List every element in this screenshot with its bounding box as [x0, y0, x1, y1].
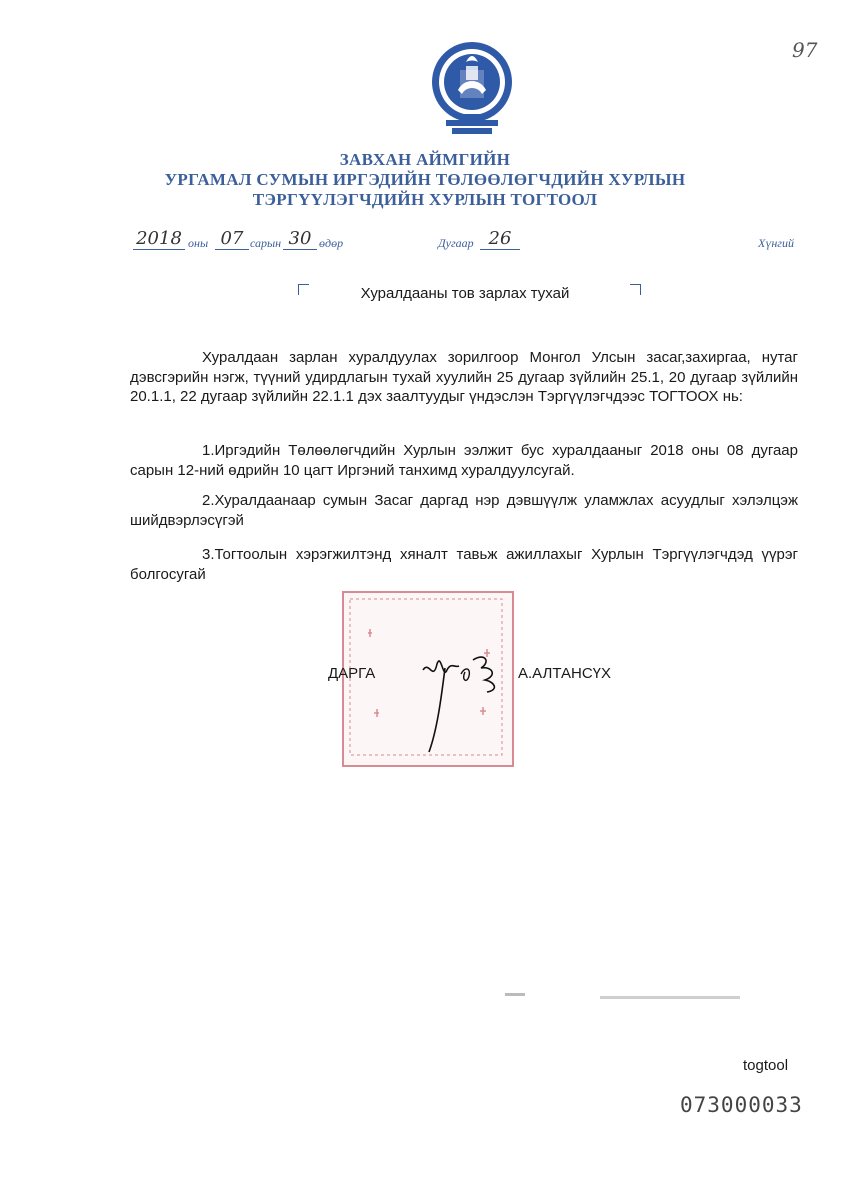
footer-label: togtool: [743, 1057, 789, 1074]
subject-bracket-right: [630, 284, 641, 295]
handwritten-signature-icon: [415, 640, 515, 760]
intro-paragraph: Хуралдаан зарлан хуралдуулах зорилгоор Монгол Улсын засаг,захиргаа, нутаг дэвсгэрийн нэгж, түүний удирдлагын тухай хуулийн 25 дугаар зүйлийн 25.1, 20 дугаар зүйлийн 20.1.1, 22 дугаар зүйлийн 22.1.1 дэх заалтуудыг үндэслэн Тэргүүлэгчдээс ТОГТООХ нь:: [130, 349, 798, 405]
page-number-note: 97: [792, 38, 818, 62]
footer-code: 073000033: [680, 1093, 803, 1117]
subject-line: Хуралдааны тов зарлах тухай: [360, 285, 570, 302]
header-aimag: ЗАВХАН АЙМГИЙН: [339, 150, 511, 169]
date-year-label: оны: [188, 236, 209, 250]
signatory-name: А.АЛТАНСҮХ: [518, 665, 612, 682]
scan-artifact: [600, 996, 740, 999]
date-month-label: сарын: [250, 236, 282, 250]
item-2-paragraph: 2.Хуралдаанаар сумын Засаг даргад нэр дэвшүүлж уламжлах асуудлыг хэлэлцэж шийдвэрлэсүгэй: [130, 492, 798, 529]
number-label: Дугаар: [438, 236, 474, 250]
date-month: 07: [215, 228, 249, 250]
place-name: Хүнгий: [758, 236, 794, 250]
header-sum-council: УРГАМАЛ СУМЫН ИРГЭДИЙН ТӨЛӨӨЛӨГЧДИЙН ХУРЛЫН: [164, 170, 686, 189]
resolution-number: 26: [480, 228, 520, 250]
signatory-title: ДАРГА: [328, 665, 376, 682]
date-line: [133, 228, 803, 252]
item-1-paragraph: 1.Иргэдийн Төлөөлөгчдийн Хурлын ээлжит бус хуралдааныг 2018 оны 08 дугаар сарын 12-ний өдрийн 10 цагт Иргэний танхимд хуралдуулсугай.: [130, 442, 798, 479]
date-day-label: өдөр: [319, 236, 344, 250]
scan-artifact: [505, 993, 525, 996]
date-year: 2018: [133, 228, 185, 250]
date-day: 30: [283, 228, 317, 250]
item-3-paragraph: 3.Тогтоолын хэрэгжилтэнд хяналт тавьж ажиллахыг Хурлын Тэргүүлэгчдэд үүрэг болгосугай: [130, 546, 798, 583]
header-resolution-title: ТЭРГҮҮЛЭГЧДИЙН ХУРЛЫН ТОГТООЛ: [252, 190, 598, 209]
state-emblem-icon: [430, 40, 514, 140]
